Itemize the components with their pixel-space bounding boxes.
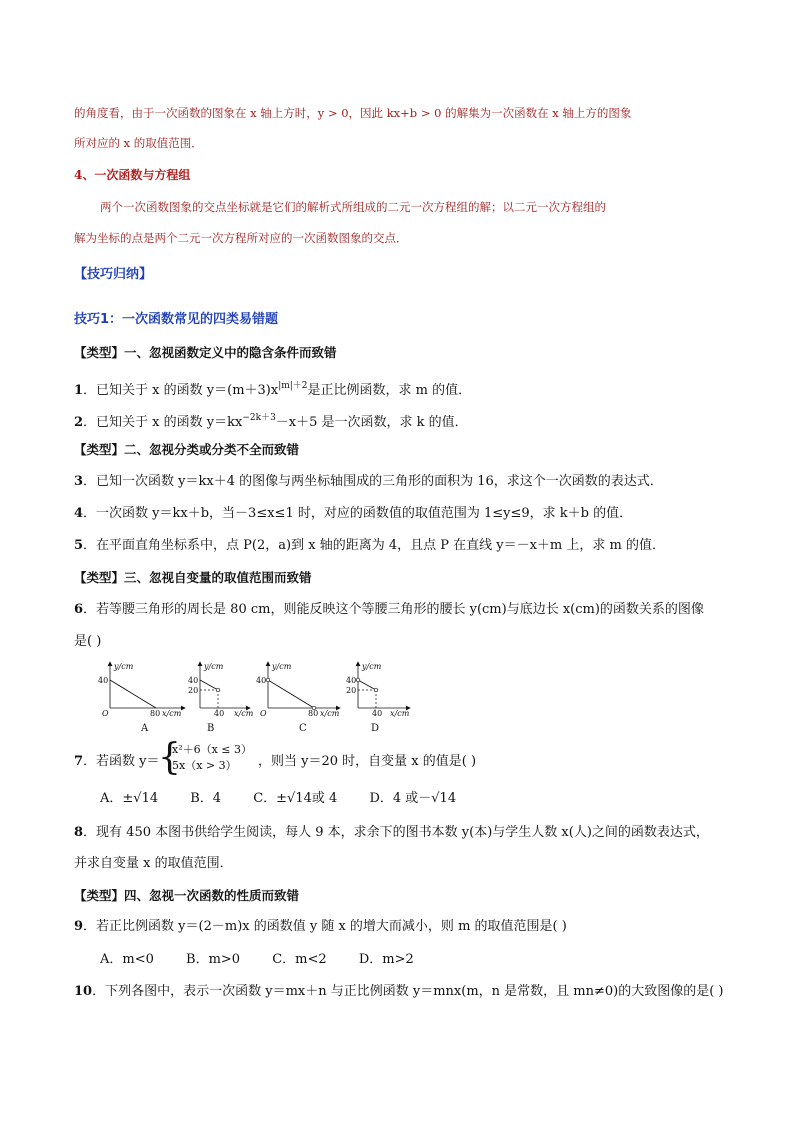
section-4-line-1: 两个一次函数图象的交点坐标就是它们的解析式所组成的二元一次方程组的解；以二元一次方程组的 [100,200,606,214]
graph-b-label: B [207,723,215,734]
question-text: 是正比例函数，求 m 的值． [307,383,472,398]
graph-d-xtick: 40 [372,709,383,718]
graph-d-ytick-40: 40 [346,676,357,685]
type-1-heading: 【类型】一、忽视函数定义中的隐含条件而致错 [74,345,337,360]
graph-c-origin: O [260,709,267,718]
question-number: 9 [74,919,84,934]
graph-a-xtick: 80 [150,709,161,718]
graph-b [188,662,254,734]
skills-header: 【技巧归纳】 [74,267,153,282]
option-b[interactable]: B．m>0 [186,952,241,967]
graph-a-line [110,680,156,708]
question-text: ．一次函数 y＝kx＋b，当－3≤x≤1 时，对应的函数值的取值范围为 1≤y≤9，求 k＋b 的值． [83,506,633,521]
question-4 [74,505,632,523]
question-9 [74,918,567,936]
type-2-heading: 【类型】二、忽视分类或分类不全而致错 [74,442,300,457]
graph-b-ylabel: y/cm [204,662,224,671]
question-10 [74,983,724,1001]
piecewise-case-2: 5x（x > 3） [172,759,237,772]
graph-d-ylabel: y/cm [362,662,382,671]
question-6-line-1 [74,601,704,619]
question-5 [74,537,665,555]
question-7-tail: ，则当 y＝20 时，自变量 x 的值是( ) [258,754,477,769]
graph-c-label: C [299,723,307,734]
graph-d-ytick-20: 20 [346,686,357,695]
graph-b-xtick: 40 [214,709,225,718]
question-6-line-2: 是( ) [74,634,102,649]
graph-c-ytick: 40 [256,676,267,685]
graph-d [346,662,410,734]
graph-d-label: D [371,723,380,734]
question-number: 8 [74,825,84,840]
exponent: |m|＋2 [278,381,308,391]
question-8-line-1 [74,824,709,842]
question-7-options [100,790,484,808]
question-number: 6 [74,602,84,617]
question-text: ．已知一次函数 y＝kx＋4 的图像与两坐标轴围成的三角形的面积为 16，求这个一次函数的表达式． [83,474,663,489]
graph-a-label: A [141,723,149,734]
question-text: ．现有 450 本图书供给学生阅读，每人 9 本，求余下的图书本数 y(本)与学生人数 x(人)之间的函数表达式， [83,825,709,840]
graph-c-line [268,680,314,708]
intro-line-2: 所对应的 x 的取值范围． [74,136,203,150]
question-number: 7 [74,754,84,769]
section-4-line-2: 解为坐标的点是两个二元一次方程所对应的一次函数图象的交点． [74,231,408,245]
option-c[interactable]: C．±√14或 4 [253,791,338,806]
graph-a-xlabel: x/cm [162,709,182,718]
question-8-line-2: 并求自变量 x 的取值范围． [74,856,233,871]
graph-b-ytick-20: 20 [188,686,199,695]
option-d[interactable]: D．m>2 [358,952,414,967]
option-b[interactable]: B．4 [190,791,222,806]
question-number: 4 [74,506,84,521]
exponent: −2k＋3 [242,413,276,423]
graph-c [256,662,340,734]
question-number: 1 [74,383,84,398]
graph-a-ytick: 40 [98,676,109,685]
graph-d-xlabel: x/cm [390,709,410,718]
question-1 [74,377,471,400]
question-text: ．若等腰三角形的周长是 80 cm，则能反映这个等腰三角形的腰长 y(cm)与底边长 x(cm)的函数关系的图像 [83,602,704,617]
piecewise-case-1: x²＋6（x ≤ 3） [172,743,253,756]
intro-line-1: 的角度看，由于一次函数的图象在 x 轴上方时，y > 0，因此 kx+b > 0 的解集为一次函数在 x 轴上方的图象 [74,106,632,120]
question-7 [74,753,160,771]
piecewise-brace: { [158,737,181,778]
graph-d-line [358,680,376,690]
question-text: ．下列各图中，表示一次函数 y＝mx＋n 与正比例函数 y＝mnx(m，n 是常数，且 mn≠0)的大致图像的是( ) [92,984,724,999]
question-number: 3 [74,474,84,489]
option-a[interactable]: A．m<0 [100,952,154,967]
graph-a-ylabel: y/cm [114,662,134,671]
question-text: ．在平面直角坐标系中，点 P(2，a)到 x 轴的距离为 4，且点 P 在直线 y＝－x＋m 上，求 m 的值． [83,538,665,553]
question-text: ．若函数 y＝ [83,754,160,769]
type-4-heading: 【类型】四、忽视一次函数的性质而致错 [74,888,300,903]
option-a[interactable]: A．±√14 [100,791,159,806]
question-6-graphs [90,658,420,738]
question-number: 5 [74,538,84,553]
question-text: ．已知关于 x 的函数 y＝kx [83,415,243,430]
graph-b-ytick-40: 40 [188,676,199,685]
question-text: ．若正比例函数 y＝(2－m)x 的函数值 y 随 x 的增大而减小，则 m 的取值范围是( ) [83,919,567,934]
type-3-heading: 【类型】三、忽视自变量的取值范围而致错 [74,570,312,585]
question-2 [74,409,468,432]
question-number: 10 [74,984,93,999]
option-c[interactable]: C．m<2 [272,952,327,967]
question-text: ．已知关于 x 的函数 y＝(m＋3)x [83,383,279,398]
skill-1-title: 技巧1：一次函数常见的四类易错题 [74,312,279,327]
graph-b-xlabel: x/cm [234,709,254,718]
question-9-options [100,951,442,969]
option-d[interactable]: D．4 或－√14 [369,791,457,806]
graph-c-xlabel: x/cm [320,709,340,718]
question-text: －x＋5 是一次函数，求 k 的值． [275,415,468,430]
graph-b-line [200,680,218,690]
graph-c-xtick: 80 [308,709,319,718]
question-3 [74,473,663,491]
question-number: 2 [74,415,84,430]
section-4-title: 4、一次函数与方程组 [74,168,191,182]
graph-a-origin: O [102,709,109,718]
graph-c-ylabel: y/cm [272,662,292,671]
graph-a [98,662,185,734]
